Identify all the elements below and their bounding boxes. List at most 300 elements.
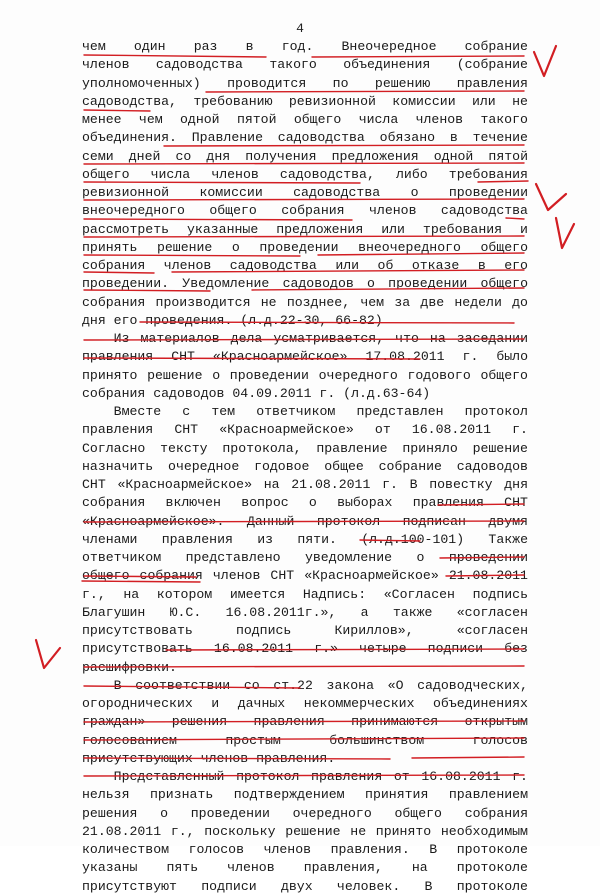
text-line bbox=[82, 202, 528, 220]
word: было bbox=[496, 349, 528, 365]
word: ответчиком bbox=[82, 550, 162, 565]
word: голосов bbox=[472, 732, 528, 748]
word: простым bbox=[225, 732, 281, 748]
word: двумя bbox=[488, 513, 528, 529]
text-line bbox=[82, 713, 528, 731]
word: тем bbox=[211, 404, 236, 419]
word: правления bbox=[412, 495, 484, 511]
word: представлено bbox=[185, 550, 281, 565]
word: недели bbox=[454, 294, 502, 310]
word: садоводства bbox=[155, 57, 243, 73]
word: течение bbox=[472, 130, 528, 146]
word: пятой bbox=[488, 148, 528, 164]
word: 16.08.2011 bbox=[411, 422, 491, 438]
word: протокола, bbox=[222, 440, 302, 456]
word: садоводства, bbox=[279, 166, 375, 182]
word: котором bbox=[156, 586, 213, 602]
word: г. bbox=[382, 477, 398, 492]
text-line: присутствующих членов правления. bbox=[82, 750, 336, 766]
word: его bbox=[504, 258, 528, 273]
word: такого bbox=[480, 112, 528, 127]
word: очередное bbox=[168, 458, 240, 474]
word: или bbox=[335, 258, 360, 273]
word: общего bbox=[480, 367, 528, 383]
text-line bbox=[82, 859, 528, 877]
word: уведомление bbox=[304, 550, 393, 565]
word: проведении bbox=[448, 550, 528, 565]
word: г. bbox=[512, 422, 528, 438]
word: производится bbox=[155, 294, 251, 310]
word: менее bbox=[82, 112, 122, 127]
word: от bbox=[393, 769, 410, 784]
text-line bbox=[82, 421, 528, 439]
text-line bbox=[82, 440, 528, 458]
word: уполномоченных) bbox=[82, 75, 201, 91]
word: в bbox=[477, 258, 486, 273]
text-line bbox=[82, 111, 528, 129]
text-line bbox=[82, 348, 528, 366]
word: решение bbox=[472, 440, 528, 456]
word: правления bbox=[456, 75, 528, 91]
word: г., bbox=[82, 586, 106, 602]
word: на bbox=[263, 477, 280, 492]
text-line bbox=[82, 640, 528, 658]
word: Из bbox=[113, 331, 130, 346]
word: годовое bbox=[254, 458, 310, 474]
word: собрания bbox=[464, 805, 528, 821]
word: правления, bbox=[303, 860, 383, 876]
word: садоводов bbox=[282, 276, 354, 292]
text-line bbox=[82, 184, 528, 202]
word: выборах bbox=[337, 495, 393, 511]
word: общего bbox=[480, 276, 528, 292]
word: представлен bbox=[356, 404, 444, 419]
word: голосов bbox=[188, 842, 245, 857]
word: протоколе bbox=[456, 860, 528, 876]
word: семи bbox=[82, 148, 114, 164]
word: предложения bbox=[331, 148, 419, 164]
checkmark-icon bbox=[536, 184, 566, 210]
word: закона bbox=[326, 677, 375, 693]
word: о bbox=[212, 367, 221, 383]
word: огороднических bbox=[82, 696, 193, 711]
word: подтверждением bbox=[233, 787, 345, 803]
word: ревизионной bbox=[288, 93, 376, 109]
word: объединения bbox=[343, 57, 431, 73]
word: чем bbox=[138, 112, 163, 127]
word: о bbox=[160, 805, 169, 821]
word: присутствовать bbox=[82, 641, 193, 657]
word: с bbox=[182, 404, 191, 419]
word: Внеочередное bbox=[341, 39, 437, 54]
word: 16.08.2011 bbox=[213, 641, 294, 657]
word: комиссии bbox=[392, 93, 456, 109]
word: о bbox=[410, 185, 419, 200]
word: СНТ bbox=[171, 349, 195, 365]
word: общего bbox=[394, 805, 442, 821]
word: правления bbox=[253, 714, 325, 730]
checkmark-icon bbox=[36, 640, 60, 668]
word: пятой bbox=[236, 112, 277, 127]
text-line bbox=[82, 531, 528, 549]
word: большинством bbox=[329, 732, 425, 748]
word: человек. bbox=[336, 878, 401, 894]
word: четыре bbox=[359, 641, 407, 657]
word: «согласен bbox=[456, 623, 528, 638]
text-line bbox=[82, 494, 528, 512]
word: собрания bbox=[82, 258, 146, 273]
word: 17.08.2011 bbox=[365, 349, 445, 365]
word: (л.д.100-101) bbox=[361, 531, 465, 547]
word: некоммерческих bbox=[303, 696, 415, 711]
text-line: расшифровки. bbox=[82, 659, 177, 675]
word: решение bbox=[156, 239, 213, 255]
word: правления bbox=[161, 531, 233, 547]
word: правления bbox=[82, 422, 154, 438]
word: «Согласен bbox=[383, 586, 455, 602]
word: «Красноармейское» bbox=[219, 422, 354, 438]
word: ответчиком bbox=[256, 404, 336, 419]
word: такого bbox=[269, 57, 317, 73]
word: получения bbox=[245, 148, 317, 164]
word: 21.08.2011 bbox=[291, 477, 371, 492]
word: материалов bbox=[140, 331, 220, 346]
word: граждан» bbox=[82, 714, 146, 730]
word: общего bbox=[82, 166, 130, 182]
word: или bbox=[381, 221, 405, 237]
word: г. bbox=[462, 349, 479, 365]
word: со bbox=[243, 677, 260, 693]
word: садоводства bbox=[229, 258, 317, 273]
word: садоводства bbox=[440, 203, 528, 219]
word: комиссии bbox=[199, 185, 263, 200]
word: год. bbox=[281, 39, 314, 54]
word: чем bbox=[360, 294, 385, 310]
checkmark-icon bbox=[556, 218, 574, 248]
word: собрания bbox=[82, 495, 146, 511]
word: Правление bbox=[191, 130, 263, 146]
text-line bbox=[82, 129, 528, 147]
word: г., bbox=[170, 823, 195, 839]
word: на bbox=[123, 586, 140, 602]
word: не bbox=[512, 93, 528, 109]
word: без bbox=[504, 641, 528, 657]
word: количеством bbox=[82, 842, 170, 857]
word: присутствуют bbox=[82, 878, 177, 894]
word: собрания bbox=[281, 203, 345, 219]
word: решения bbox=[171, 714, 228, 730]
word: принято bbox=[82, 367, 138, 383]
word: собрания bbox=[139, 568, 203, 584]
word: Кириллов», bbox=[334, 623, 414, 638]
word: протоколе bbox=[456, 842, 528, 857]
word: г.» bbox=[314, 641, 338, 657]
text-line bbox=[82, 878, 528, 896]
word: 21.08.2011 bbox=[448, 568, 528, 584]
word: раз bbox=[193, 39, 218, 54]
word: принимаются bbox=[351, 714, 439, 730]
word: внеочередного bbox=[82, 203, 185, 219]
text-line bbox=[82, 166, 528, 184]
word: нельзя bbox=[82, 787, 130, 803]
text-line: собрания садоводов 04.09.2011 г. (л.д.63-64) bbox=[82, 385, 431, 401]
text-line bbox=[82, 221, 528, 239]
text-line bbox=[82, 841, 528, 859]
word: садоводческих, bbox=[417, 677, 528, 693]
text-line bbox=[82, 805, 528, 823]
word: решение bbox=[285, 823, 341, 839]
word: «Красноармейское» bbox=[212, 349, 348, 365]
word: предложения bbox=[276, 221, 364, 237]
word: 16.08.2011 bbox=[421, 769, 501, 784]
word: голосованием bbox=[82, 732, 177, 748]
word: В bbox=[113, 677, 122, 693]
word: пять bbox=[166, 860, 199, 876]
document-body bbox=[82, 38, 528, 896]
word: Надпись: bbox=[302, 586, 367, 602]
word: решения bbox=[82, 805, 138, 821]
text-line bbox=[82, 695, 528, 713]
word: подписи bbox=[201, 878, 257, 894]
word: в bbox=[245, 39, 254, 54]
text-line bbox=[82, 75, 528, 93]
word: объединения. bbox=[82, 130, 177, 146]
word: СНТ bbox=[504, 495, 528, 511]
word: необходимым bbox=[440, 823, 528, 839]
text-line bbox=[82, 56, 528, 74]
word: СНТ bbox=[82, 477, 106, 492]
word: подпись bbox=[235, 623, 292, 638]
text-line bbox=[82, 93, 528, 111]
word: Ю.С. bbox=[169, 604, 202, 620]
word: до bbox=[512, 294, 528, 310]
word: проведении bbox=[259, 239, 339, 255]
text-line bbox=[82, 476, 528, 494]
word: очередного bbox=[318, 367, 398, 383]
word: правления bbox=[311, 769, 383, 784]
word: очередного bbox=[292, 805, 372, 821]
word: СНТ bbox=[270, 568, 295, 584]
word: ст.22 bbox=[273, 677, 313, 693]
word: включен bbox=[165, 495, 221, 511]
word: Также bbox=[488, 531, 528, 547]
text-line bbox=[82, 257, 528, 275]
text-line bbox=[82, 677, 528, 695]
word: о bbox=[416, 550, 425, 565]
word: требования bbox=[448, 166, 528, 182]
text-line bbox=[82, 239, 528, 257]
text-line bbox=[82, 586, 528, 604]
word: членов bbox=[212, 568, 261, 584]
word: членов bbox=[211, 166, 259, 182]
word: тексту bbox=[160, 440, 208, 456]
word: в bbox=[449, 130, 458, 146]
word: правления. bbox=[330, 842, 410, 857]
word: принято bbox=[375, 823, 432, 839]
text-line bbox=[82, 294, 528, 312]
text-line bbox=[82, 330, 528, 348]
word: позднее, bbox=[286, 294, 351, 310]
text-line bbox=[82, 367, 528, 385]
word: чем bbox=[82, 39, 106, 54]
word: членов bbox=[263, 842, 312, 857]
word: членов bbox=[82, 57, 130, 73]
word: общее bbox=[324, 458, 364, 474]
word: общего bbox=[82, 568, 130, 584]
word: садоводства, bbox=[82, 93, 177, 109]
word: общего bbox=[209, 203, 257, 219]
word: объединениях bbox=[433, 696, 528, 711]
word: «Красноармейское». bbox=[82, 513, 225, 529]
word: Представленный bbox=[113, 769, 225, 784]
text-line bbox=[82, 604, 528, 622]
text-line: дня его проведения. (л.д.22-30, 66-82) bbox=[82, 312, 383, 328]
text-line bbox=[82, 38, 528, 56]
word: В bbox=[409, 477, 418, 492]
word: членов bbox=[369, 203, 417, 219]
word: (собрание bbox=[456, 57, 528, 73]
word: дачных bbox=[237, 696, 286, 711]
word: правления bbox=[82, 349, 154, 365]
word: подписан bbox=[402, 513, 466, 529]
text-line bbox=[82, 513, 528, 531]
word: отказе bbox=[411, 258, 460, 273]
word: В bbox=[429, 842, 438, 857]
word: дня bbox=[504, 477, 528, 492]
word: заседании bbox=[456, 331, 528, 346]
word: одной bbox=[433, 148, 474, 164]
word: либо bbox=[396, 166, 428, 182]
text-line bbox=[82, 275, 528, 293]
page-number: 4 bbox=[296, 21, 304, 36]
word: г. bbox=[512, 769, 528, 784]
word: указанные bbox=[187, 221, 259, 237]
word: решению bbox=[374, 75, 431, 91]
word: садоводства bbox=[293, 185, 381, 200]
word: членов bbox=[227, 860, 275, 876]
word: Вместе bbox=[113, 404, 162, 419]
word: проведении. bbox=[82, 276, 170, 292]
word: протокол bbox=[464, 404, 528, 419]
word: решение bbox=[147, 367, 203, 383]
word: две bbox=[420, 294, 445, 310]
word: подписи bbox=[427, 641, 484, 657]
word: по bbox=[332, 75, 349, 91]
word: «О bbox=[387, 677, 404, 693]
text-line bbox=[82, 403, 528, 421]
word: одной bbox=[180, 112, 220, 127]
word: числа bbox=[150, 166, 191, 182]
word: «Красноармейское» bbox=[304, 568, 439, 584]
word: Данный bbox=[246, 513, 295, 529]
word: обязано bbox=[379, 130, 436, 146]
word: протокол bbox=[236, 769, 300, 784]
word: один bbox=[133, 39, 166, 54]
word: дней bbox=[128, 148, 161, 164]
word: Благушин bbox=[82, 604, 146, 620]
word: ревизионной bbox=[82, 185, 170, 200]
word: и bbox=[520, 221, 528, 237]
word: соответствии bbox=[135, 677, 231, 693]
word: приняло bbox=[402, 440, 458, 456]
word: со bbox=[175, 148, 192, 164]
text-line bbox=[82, 148, 528, 166]
word: принять bbox=[82, 239, 138, 255]
word: рассмотреть bbox=[82, 221, 170, 237]
word: поскольку bbox=[204, 823, 276, 839]
word: а bbox=[360, 604, 369, 620]
word: вопрос bbox=[241, 495, 289, 511]
word: открытым bbox=[464, 714, 528, 730]
word: указаны bbox=[82, 860, 138, 876]
text-line bbox=[82, 732, 528, 750]
word: членами bbox=[82, 531, 138, 547]
word: присутствовать bbox=[82, 623, 193, 638]
word: «Красноармейское» bbox=[117, 477, 252, 492]
word: В bbox=[424, 878, 433, 894]
word: числа bbox=[358, 112, 399, 127]
word: и bbox=[211, 696, 220, 711]
word: из bbox=[257, 531, 274, 547]
word: принятия bbox=[365, 787, 429, 803]
text-line bbox=[82, 549, 528, 567]
word: на bbox=[411, 860, 428, 876]
word: имеется bbox=[229, 586, 286, 602]
word: членов bbox=[415, 112, 464, 127]
word: двух bbox=[280, 878, 313, 894]
word: проведении bbox=[190, 805, 270, 821]
word: о bbox=[231, 239, 240, 255]
word: дня bbox=[206, 148, 231, 164]
word: усматривается, bbox=[273, 331, 385, 346]
word: правление bbox=[316, 440, 388, 456]
word: Уведомление bbox=[182, 276, 270, 292]
word: членов bbox=[163, 258, 212, 273]
text-line bbox=[82, 622, 528, 640]
word: СНТ bbox=[174, 422, 199, 438]
checkmark-icon bbox=[534, 46, 556, 76]
word: протокол bbox=[316, 513, 381, 529]
word: подпись bbox=[472, 586, 528, 602]
word: собрание bbox=[378, 458, 442, 474]
word: за bbox=[394, 294, 411, 310]
word: проведении bbox=[448, 185, 528, 200]
word: общего bbox=[480, 239, 528, 255]
word: проводится bbox=[227, 75, 307, 91]
word: общего bbox=[293, 112, 342, 127]
word: 21.08.2011 bbox=[82, 823, 162, 839]
word: что bbox=[395, 331, 419, 346]
word: не bbox=[350, 823, 367, 839]
word: не bbox=[260, 294, 277, 310]
word: на bbox=[429, 331, 446, 346]
word: «согласен bbox=[456, 604, 528, 620]
word: от bbox=[374, 422, 391, 438]
word: садоводства bbox=[277, 130, 365, 146]
word: проведении bbox=[388, 276, 468, 292]
word: собрание bbox=[464, 39, 528, 54]
word: протоколе bbox=[456, 878, 528, 894]
word: внеочередного bbox=[358, 239, 461, 255]
text-line bbox=[82, 768, 528, 786]
word: правлением bbox=[448, 787, 528, 803]
word: пяти. bbox=[297, 531, 337, 547]
word: о bbox=[308, 495, 317, 511]
word: требованию bbox=[193, 93, 273, 109]
word: годового bbox=[407, 367, 471, 383]
word: дела bbox=[230, 331, 263, 346]
word: назначить bbox=[82, 458, 154, 474]
